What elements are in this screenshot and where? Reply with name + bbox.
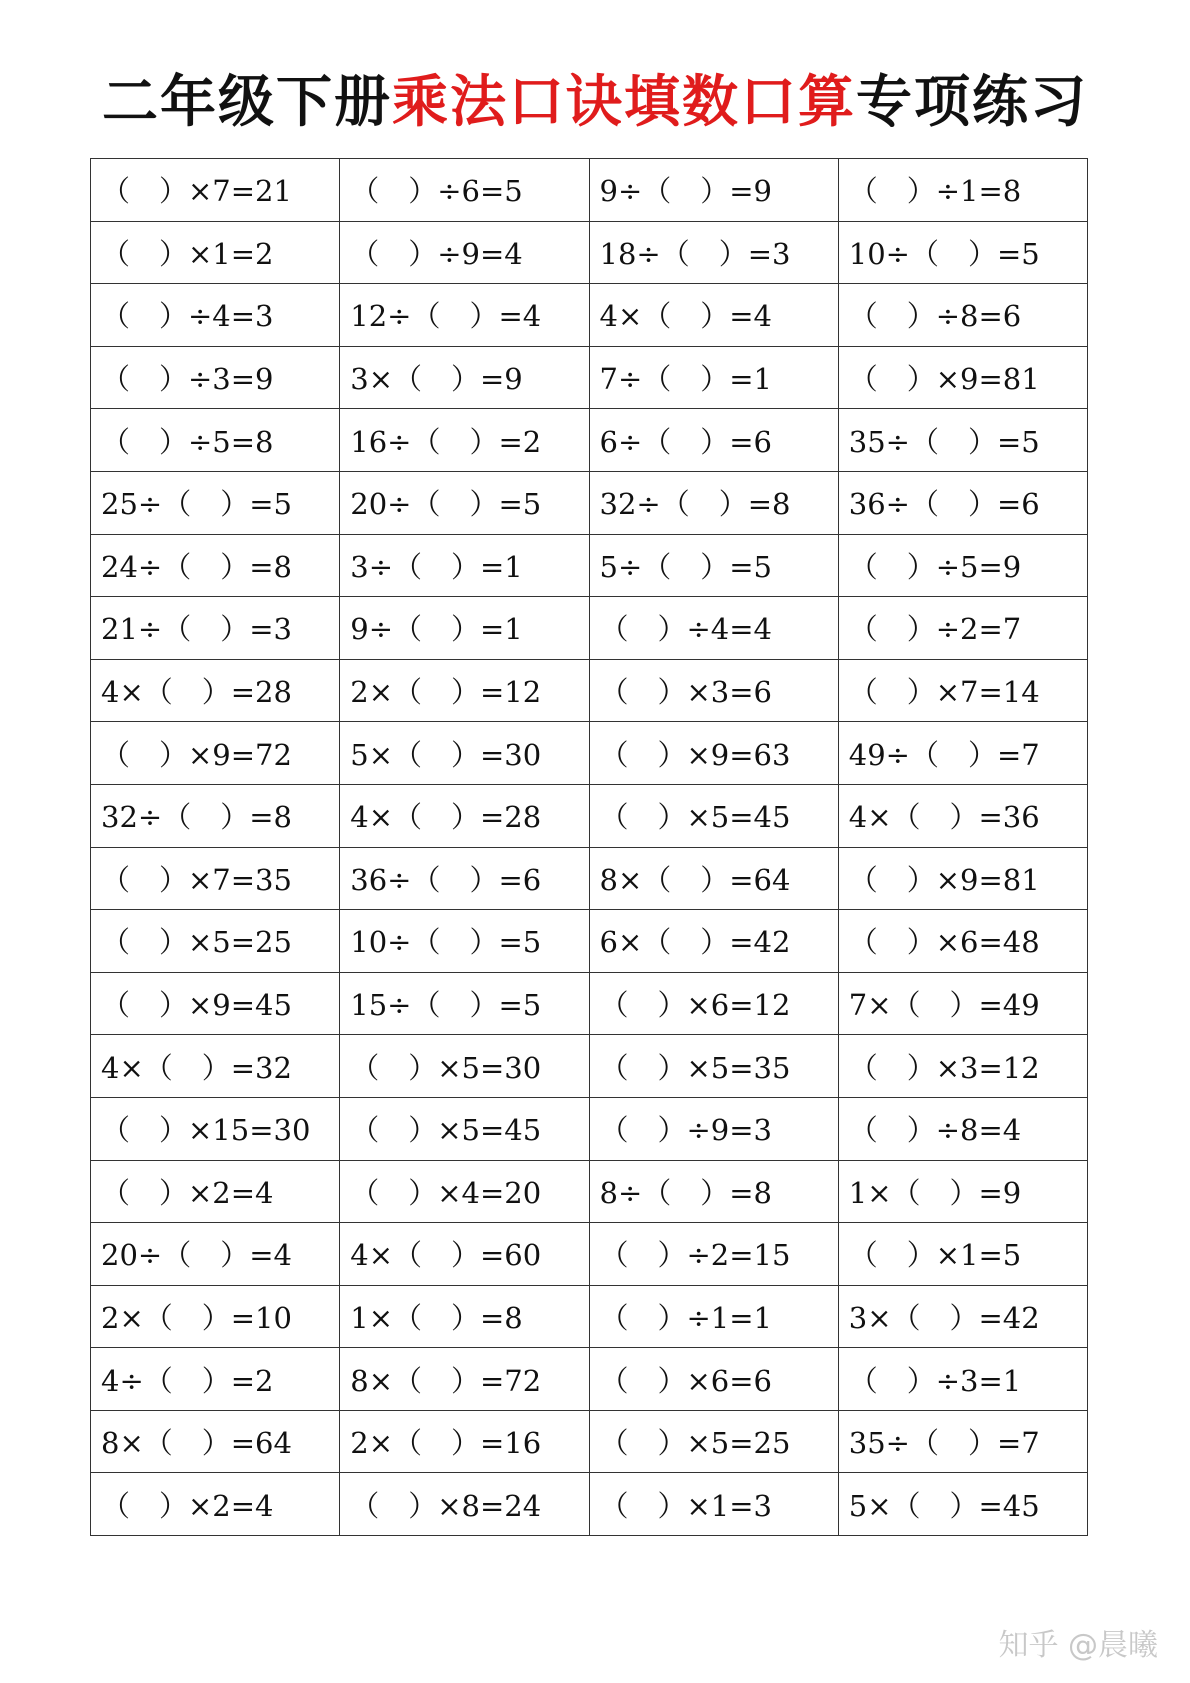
exercise-cell: 4×（ ）=36 xyxy=(838,784,1087,847)
exercise-cell: （ ）×5=30 xyxy=(340,1035,589,1098)
exercise-cell: （ ）÷4=3 xyxy=(91,284,340,347)
exercise-cell: 25÷（ ）=5 xyxy=(91,471,340,534)
exercise-row xyxy=(91,1410,1088,1473)
exercise-row xyxy=(91,284,1088,347)
exercise-cell: （ ）×4=20 xyxy=(340,1160,589,1223)
exercise-cell: 21÷（ ）=3 xyxy=(91,597,340,660)
exercise-cell: （ ）×9=63 xyxy=(589,722,838,785)
exercise-row xyxy=(91,1223,1088,1286)
exercise-cell: 24÷（ ）=8 xyxy=(91,534,340,597)
exercise-cell: 5×（ ）=30 xyxy=(340,722,589,785)
exercise-cell: （ ）×9=81 xyxy=(838,346,1087,409)
exercise-cell: （ ）÷9=3 xyxy=(589,1097,838,1160)
exercise-cell: 35÷（ ）=7 xyxy=(838,1410,1087,1473)
exercise-cell: 3×（ ）=42 xyxy=(838,1285,1087,1348)
title-highlight: 乘法口诀填数口算 xyxy=(392,70,856,135)
exercise-row xyxy=(91,597,1088,660)
exercise-cell: （ ）÷8=6 xyxy=(838,284,1087,347)
exercise-row xyxy=(91,847,1088,910)
exercise-cell: 18÷（ ）=3 xyxy=(589,221,838,284)
exercise-cell: （ ）×1=3 xyxy=(589,1473,838,1536)
exercise-cell: （ ）÷5=9 xyxy=(838,534,1087,597)
exercise-cell: 8÷（ ）=8 xyxy=(589,1160,838,1223)
exercise-cell: （ ）×5=45 xyxy=(340,1097,589,1160)
exercise-cell: 36÷（ ）=6 xyxy=(838,471,1087,534)
exercise-cell: 1×（ ）=9 xyxy=(838,1160,1087,1223)
exercise-row xyxy=(91,784,1088,847)
exercise-row xyxy=(91,1348,1088,1411)
exercise-row xyxy=(91,534,1088,597)
exercise-cell: 15÷（ ）=5 xyxy=(340,972,589,1035)
exercise-cell: 4×（ ）=28 xyxy=(91,659,340,722)
exercise-cell: 6×（ ）=42 xyxy=(589,910,838,973)
exercise-cell: （ ）×9=45 xyxy=(91,972,340,1035)
exercise-cell: （ ）÷3=9 xyxy=(91,346,340,409)
exercise-row xyxy=(91,409,1088,472)
exercise-cell: （ ）÷8=4 xyxy=(838,1097,1087,1160)
exercise-cell: 36÷（ ）=6 xyxy=(340,847,589,910)
exercise-row xyxy=(91,1285,1088,1348)
exercise-cell: 3×（ ）=9 xyxy=(340,346,589,409)
exercise-cell: （ ）×2=4 xyxy=(91,1160,340,1223)
exercise-row xyxy=(91,346,1088,409)
exercise-row xyxy=(91,1160,1088,1223)
exercise-cell: 5×（ ）=45 xyxy=(838,1473,1087,1536)
exercise-cell: （ ）×5=35 xyxy=(589,1035,838,1098)
exercise-cell: 9÷（ ）=9 xyxy=(589,159,838,222)
title-suffix: 专项练习 xyxy=(856,70,1088,135)
title-prefix: 二年级下册 xyxy=(102,70,392,135)
exercise-cell: 12÷（ ）=4 xyxy=(340,284,589,347)
exercise-cell: （ ）×9=81 xyxy=(838,847,1087,910)
exercise-row xyxy=(91,1097,1088,1160)
exercise-cell: （ ）÷4=4 xyxy=(589,597,838,660)
exercise-cell: （ ）÷1=1 xyxy=(589,1285,838,1348)
exercise-cell: 7÷（ ）=1 xyxy=(589,346,838,409)
exercise-cell: （ ）×7=35 xyxy=(91,847,340,910)
exercise-grid-body xyxy=(91,159,1088,1536)
exercise-row xyxy=(91,471,1088,534)
exercise-cell: （ ）÷9=4 xyxy=(340,221,589,284)
exercise-cell: （ ）÷2=15 xyxy=(589,1223,838,1286)
exercise-cell: 8×（ ）=72 xyxy=(340,1348,589,1411)
exercise-row xyxy=(91,722,1088,785)
exercise-cell: （ ）×5=45 xyxy=(589,784,838,847)
exercise-cell: （ ）÷3=1 xyxy=(838,1348,1087,1411)
exercise-cell: （ ）÷6=5 xyxy=(340,159,589,222)
exercise-row xyxy=(91,910,1088,973)
exercise-cell: 49÷（ ）=7 xyxy=(838,722,1087,785)
exercise-grid xyxy=(90,158,1088,1536)
exercise-cell: （ ）×3=6 xyxy=(589,659,838,722)
exercise-row xyxy=(91,659,1088,722)
exercise-cell: （ ）×3=12 xyxy=(838,1035,1087,1098)
exercise-cell: （ ）×6=6 xyxy=(589,1348,838,1411)
exercise-row xyxy=(91,972,1088,1035)
exercise-cell: 3÷（ ）=1 xyxy=(340,534,589,597)
exercise-cell: 1×（ ）=8 xyxy=(340,1285,589,1348)
exercise-cell: 2×（ ）=12 xyxy=(340,659,589,722)
exercise-cell: 4÷（ ）=2 xyxy=(91,1348,340,1411)
exercise-cell: 32÷（ ）=8 xyxy=(91,784,340,847)
exercise-row xyxy=(91,1035,1088,1098)
exercise-cell: 9÷（ ）=1 xyxy=(340,597,589,660)
exercise-cell: 2×（ ）=10 xyxy=(91,1285,340,1348)
exercise-row xyxy=(91,159,1088,222)
exercise-cell: 4×（ ）=32 xyxy=(91,1035,340,1098)
exercise-cell: 6÷（ ）=6 xyxy=(589,409,838,472)
exercise-cell: （ ）÷5=8 xyxy=(91,409,340,472)
exercise-cell: （ ）÷2=7 xyxy=(838,597,1087,660)
exercise-cell: 4×（ ）=60 xyxy=(340,1223,589,1286)
watermark: 知乎 @晨曦 xyxy=(998,1628,1158,1663)
exercise-cell: （ ）×1=2 xyxy=(91,221,340,284)
exercise-cell: （ ）×2=4 xyxy=(91,1473,340,1536)
exercise-cell: （ ）÷1=8 xyxy=(838,159,1087,222)
exercise-cell: 4×（ ）=4 xyxy=(589,284,838,347)
exercise-row xyxy=(91,221,1088,284)
exercise-cell: 10÷（ ）=5 xyxy=(838,221,1087,284)
exercise-cell: （ ）×5=25 xyxy=(589,1410,838,1473)
exercise-cell: 7×（ ）=49 xyxy=(838,972,1087,1035)
exercise-cell: 10÷（ ）=5 xyxy=(340,910,589,973)
exercise-cell: 5÷（ ）=5 xyxy=(589,534,838,597)
exercise-cell: （ ）×8=24 xyxy=(340,1473,589,1536)
page-title xyxy=(0,68,1190,138)
exercise-cell: 20÷（ ）=5 xyxy=(340,471,589,534)
exercise-row xyxy=(91,1473,1088,1536)
exercise-cell: 8×（ ）=64 xyxy=(91,1410,340,1473)
exercise-cell: 32÷（ ）=8 xyxy=(589,471,838,534)
exercise-cell: （ ）×1=5 xyxy=(838,1223,1087,1286)
exercise-cell: 4×（ ）=28 xyxy=(340,784,589,847)
exercise-cell: 16÷（ ）=2 xyxy=(340,409,589,472)
exercise-cell: （ ）×6=12 xyxy=(589,972,838,1035)
exercise-cell: 20÷（ ）=4 xyxy=(91,1223,340,1286)
exercise-cell: （ ）×9=72 xyxy=(91,722,340,785)
exercise-cell: （ ）×6=48 xyxy=(838,910,1087,973)
exercise-cell: 8×（ ）=64 xyxy=(589,847,838,910)
exercise-cell: 35÷（ ）=5 xyxy=(838,409,1087,472)
exercise-cell: （ ）×7=21 xyxy=(91,159,340,222)
exercise-cell: （ ）×15=30 xyxy=(91,1097,340,1160)
exercise-cell: 2×（ ）=16 xyxy=(340,1410,589,1473)
exercise-cell: （ ）×5=25 xyxy=(91,910,340,973)
exercise-cell: （ ）×7=14 xyxy=(838,659,1087,722)
